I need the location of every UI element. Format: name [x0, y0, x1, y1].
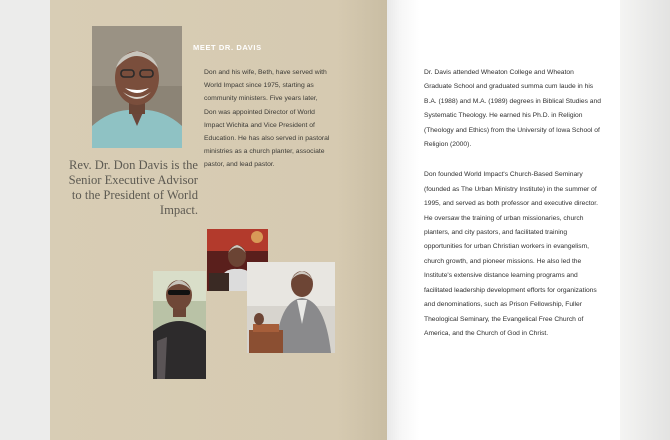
pull-quote: Rev. Dr. Don Davis is the Senior Executive Advisor to the President of World Impact.: [68, 158, 198, 217]
intro-paragraph: Don and his wife, Beth, have served with World Impact since 1975, starting as community ministers. Five years later, Don was appointed Director of World Impact Wichita and Vice President of Education. He has also served in pastoral ministries as a church planter, associate pastor, and lead pastor.: [204, 69, 330, 169]
portrait-photo: [92, 26, 182, 148]
section-heading: MEET DR. DAVIS: [193, 43, 262, 52]
collage-photo-sunglasses: [153, 271, 206, 379]
seminary-paragraph: Don founded World Impact's Church-Based Seminary (founded as The Urban Ministry Institute) in the summer of 1995, and served as both professor and executive director. He oversaw the training of urban missionaries, church planters, and city pastors, and facilitated training opportunities for urban Christian workers in evangelism, church growth, and pioneer missions. He also led the Institute's extensive distance learning programs and facilitated leadership development efforts for organizations and denominations, such as Prison Fellowship, Fuller Theological Seminary, the Evangelical Free Church of America, and the Church of God in Christ.: [424, 171, 598, 337]
right-column-text: [424, 66, 602, 357]
collage-photo-podium: [247, 262, 335, 353]
page-edge: [620, 0, 670, 440]
education-paragraph: Dr. Davis attended Wheaton College and Wheaton Graduate School and graduated summa cum laude in his B.A. (1988) and M.A. (1989) degrees in Biblical Studies and Systematic Theology. He earned his Ph.D. in Religion (Theology and Ethics) from the University of Iowa School of Religion (2000).: [424, 69, 601, 149]
